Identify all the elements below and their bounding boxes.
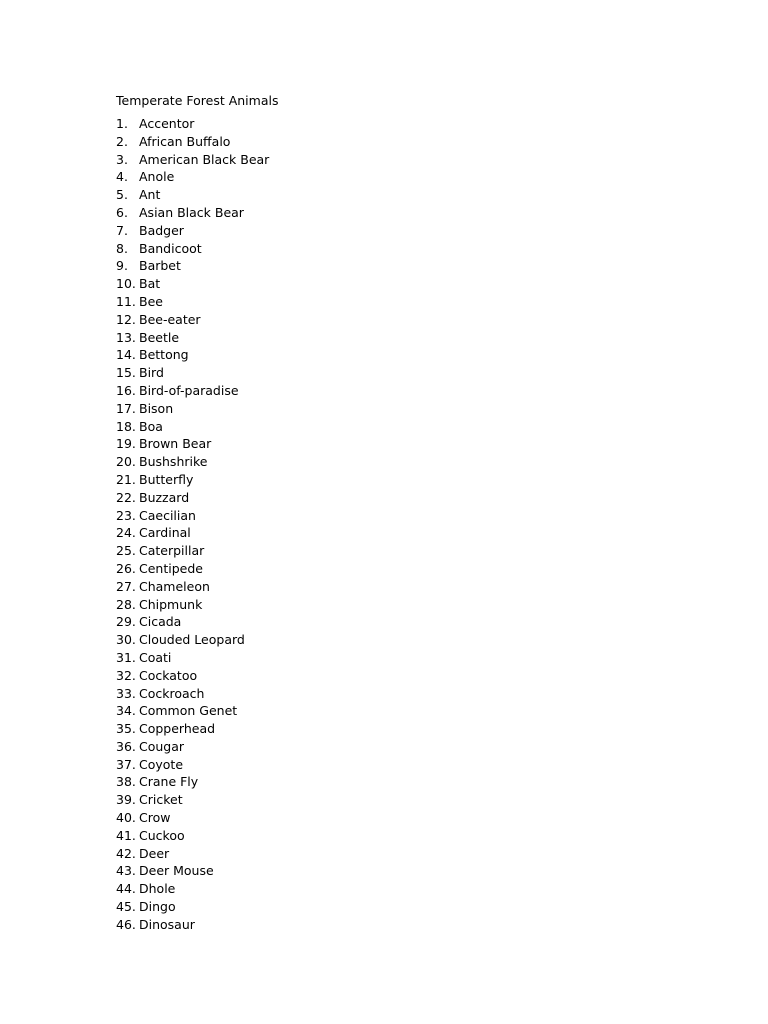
list-item [116,453,269,471]
list-item-number: 27. [116,578,136,594]
list-item-name: Bat [139,276,161,292]
list-item-name: Dingo [139,899,176,915]
list-item [116,151,269,169]
list-item-number: 46. [116,916,136,932]
list-item [116,809,269,827]
list-item-name: Crow [139,810,171,826]
list-item-number: 12. [116,311,136,327]
list-item-number: 29. [116,614,136,630]
list-item [116,845,269,863]
list-item [116,560,269,578]
list-item-name: Dhole [139,881,176,897]
list-item-name: Caterpillar [139,543,205,559]
list-item-name: Copperhead [139,721,216,737]
list-item [116,204,269,222]
list-item-number: 42. [116,845,136,861]
list-item-number: 30. [116,632,136,648]
list-item [116,702,269,720]
list-item-name: Boa [139,418,163,434]
list-item [116,720,269,738]
list-item [116,133,269,151]
list-item-name: Buzzard [139,489,190,505]
list-item-name: Asian Black Bear [139,204,244,220]
list-item-number: 15. [116,365,136,381]
list-item-number: 33. [116,685,136,701]
list-item [116,862,269,880]
list-item-number: 24. [116,525,136,541]
list-item-name: Anole [139,169,175,185]
list-item-number: 34. [116,703,136,719]
list-item-name: African Buffalo [139,133,231,149]
list-item-name: Coyote [139,756,184,772]
list-item [116,898,269,916]
list-item-name: Accentor [139,116,195,131]
list-item [116,186,269,204]
list-item [116,667,269,685]
list-item-name: Bettong [139,347,189,363]
list-item [116,257,269,275]
list-item-number: 31. [116,649,136,665]
list-item [116,738,269,756]
list-item-name: Brown Bear [139,436,212,452]
list-item [116,418,269,436]
list-item-number: 25. [116,543,136,559]
list-item-name: Beetle [139,329,180,345]
list-item [116,542,269,560]
list-item-number: 16. [116,382,136,398]
list-item [116,613,269,631]
list-item-number: 32. [116,667,136,683]
list-item-number: 6. [116,204,128,220]
list-item [116,489,269,507]
list-item [116,311,269,329]
list-item-number: 7. [116,222,128,238]
list-item-name: Centipede [139,560,203,576]
list-item-number: 9. [116,258,128,274]
list-item-number: 44. [116,881,136,897]
list-item-name: Cardinal [139,525,191,541]
list-item [116,364,269,382]
list-item-name: Clouded Leopard [139,632,245,648]
list-item-name: Bee [139,293,163,309]
list-item-number: 2. [116,133,128,149]
list-item-name: American Black Bear [139,151,270,167]
list-item-number: 26. [116,560,136,576]
list-item-number: 18. [116,418,136,434]
list-item-number: 11. [116,293,136,309]
list-item-number: 10. [116,276,136,292]
list-item [116,773,269,791]
list-item-number: 19. [116,436,136,452]
list-item-name: Cricket [139,792,183,808]
list-item-name: Deer [139,845,170,861]
list-item-name: Bushshrike [139,454,208,470]
list-item [116,578,269,596]
list-item [116,631,269,649]
list-item-name: Cockroach [139,685,205,701]
list-item [116,685,269,703]
list-item [116,222,269,240]
list-item [116,346,269,364]
list-item [116,471,269,489]
list-item-number: 36. [116,738,136,754]
list-item [116,756,269,774]
list-item-name: Badger [139,222,184,238]
list-item-number: 40. [116,810,136,826]
list-item-number: 13. [116,329,136,345]
list-item-name: Cougar [139,738,185,754]
list-item-name: Ant [139,187,161,203]
list-item-number: 43. [116,863,136,879]
list-item-name: Coati [139,649,172,665]
list-item-name: Bird [139,365,164,381]
list-item-number: 41. [116,827,136,843]
list-item [116,507,269,525]
list-item-number: 37. [116,756,136,772]
list-item-number: 38. [116,774,136,790]
list-item [116,329,269,347]
list-item-name: Bird-of-paradise [139,382,239,398]
list-item-number: 5. [116,187,128,203]
list-item-number: 39. [116,792,136,808]
list-item [116,435,269,453]
list-item-number: 14. [116,347,136,363]
list-item-name: Cockatoo [139,667,198,683]
list-item-number: 35. [116,721,136,737]
list-item-name: Bandicoot [139,240,202,256]
list-item-number: 3. [116,151,128,167]
list-item-number: 21. [116,471,136,487]
list-item-number: 45. [116,899,136,915]
list-item-number: 22. [116,489,136,505]
animal-list [116,115,269,934]
list-item-name: Barbet [139,258,181,274]
list-item-number: 8. [116,240,128,256]
list-item [116,880,269,898]
list-item-number: 20. [116,454,136,470]
list-item-name: Dinosaur [139,916,195,932]
list-item [116,791,269,809]
list-item [116,275,269,293]
list-item [116,168,269,186]
list-item-name: Caecilian [139,507,196,523]
list-item [116,293,269,311]
list-item [116,916,269,934]
list-item [116,649,269,667]
list-item-name: Butterfly [139,471,194,487]
list-item-name: Cuckoo [139,827,185,843]
list-item-name: Deer Mouse [139,863,214,879]
list-item-name: Crane Fly [139,774,199,790]
list-item-number: 17. [116,400,136,416]
list-item-name: Chameleon [139,578,210,594]
list-item-number: 23. [116,507,136,523]
list-item-name: Bison [139,400,174,416]
document-title: Temperate Forest Animals [116,93,279,108]
list-item [116,240,269,258]
list-item [116,827,269,845]
list-item [116,382,269,400]
list-item-name: Bee-eater [139,311,201,327]
list-item [116,115,269,133]
list-item-name: Cicada [139,614,182,630]
list-item-number: 4. [116,169,128,185]
list-item-name: Chipmunk [139,596,203,612]
list-item [116,524,269,542]
list-item [116,400,269,418]
list-item [116,596,269,614]
list-item-number: 28. [116,596,136,612]
list-item-number: 1. [116,116,128,131]
list-item-name: Common Genet [139,703,238,719]
